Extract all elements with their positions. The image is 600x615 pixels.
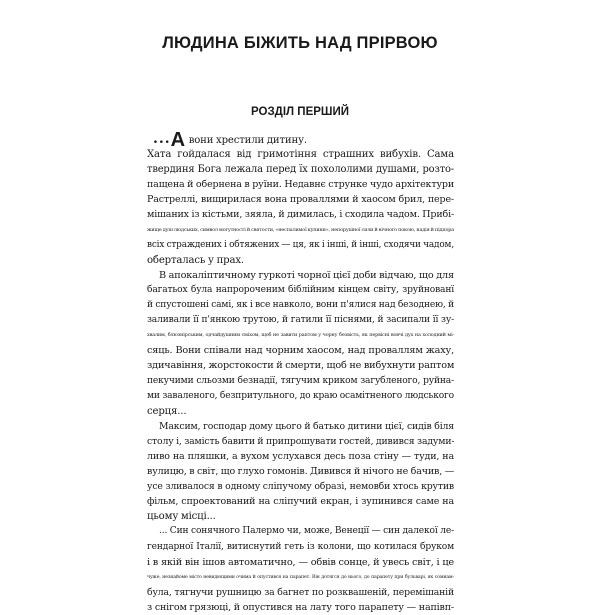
- drop-cap: А: [170, 132, 185, 148]
- text-line: вулицю, в світ, що глухо гомонів. Дивився й нічого не бачив, —: [147, 466, 454, 478]
- text-line: пекучими сльозми безнадії, тягучим криком загубленого, руйна-: [147, 375, 454, 386]
- text-line: столу і, замість бавити й припрошувати гостей, дивився задуми-: [147, 435, 454, 447]
- text-line: В апокаліптичному гуркоті чорної цієї доби відчаю, що для: [159, 269, 454, 281]
- chapter-title: РОЗДІЛ ПЕРШИЙ: [250, 106, 349, 118]
- text-line: твердиня Бога лежала перед їх похололими душами, розто-: [147, 164, 454, 176]
- text-line: ... Син сонячного Палермо чи, може, Венеції — син далекої ле-: [159, 526, 454, 537]
- text-line: гендарної Італії, витиснутий геть із колони, що котилася бруком: [147, 541, 454, 552]
- text-line: усе зливалося в одному сліпучому образі, немовби хтось крутив: [147, 481, 454, 493]
- chapter-text: [147, 132, 454, 615]
- text-line: заливали її п'янкою трутою, й гатили її піснями, й засипали її зу-: [147, 315, 454, 326]
- text-line: хвалим, блюзнірським, одчайдушним сміхом, щоб не завити раптом у чорну безвість, як первісні вовчі дух на холодний мі-: [147, 332, 454, 339]
- text-line: багатьох була напророченим біблійним кінцем світу, зруйнованї: [147, 284, 454, 295]
- text-line: з снігом грязюці, й опустився на лату того парапету — напівп-: [147, 601, 454, 613]
- text-line: Максим, господар дому цього й батько дитини цієї, сидів біля: [159, 420, 454, 432]
- text-line: Хата гойдалася від гримотіння страшних вибухів. Сама: [147, 149, 454, 161]
- text-line: сяць. Вони співали над чорним хаосом, над проваллям жаху,: [147, 345, 454, 357]
- text-line: Растреллі, вищирилася вона проваллями й хаосом брил, пере-: [147, 194, 454, 206]
- lead-ellipsis: ...: [153, 132, 171, 147]
- text-line: здичавіння, жорстокости й смерти, щоб не вибухнути раптом: [147, 360, 454, 372]
- book-title: ЛЮДИНА БІЖИТЬ НАД ПРІРВОЮ: [162, 34, 438, 52]
- text-line: й спустошені самі, як і все навколо, вони п'ялися над безоднею, й: [147, 300, 454, 311]
- text-line: ми заваленого, безпритульного, до краю осамітненого людського: [147, 390, 454, 401]
- text-line: мішаних із кістьми, зяяла, й димилась, і сходила чадом. Прибі-: [147, 209, 454, 221]
- text-line: пащена й обернена в руїни. Недавнє струнке чудо архітектури: [147, 179, 454, 191]
- opening-line: [147, 132, 454, 147]
- text-line: і в якій він ішов автоматично, — обвів сонце, й увесь світ, і це: [147, 556, 454, 568]
- text-line: оберталась у прах.: [147, 254, 244, 266]
- text-line: була, тягнучи рушницю за багнет по розквашеній, перемішаній: [147, 586, 454, 598]
- text-line: всіх страждених і обтяжених — ця, як і інші, й інші, сходячи чадом,: [147, 239, 454, 250]
- text-lines: [147, 147, 454, 615]
- text-line: фільм, спроектований на сліпучий екран, і зупинився саме на: [147, 496, 454, 508]
- text-line: жище душ людських, символ могутності й святости, «неспалимої купини», непорушної сили й вічного покою, надія й підпора: [147, 226, 454, 233]
- text-line: цьому місці...: [147, 511, 216, 523]
- text-line: ливо на пляшки, а вухом услухався десь поза стіну — туди, на: [147, 450, 454, 462]
- text-line: чуже, незнайоме місто невидющими очима й опустився на парапет. Він дотягся до нього, до парапету при бульварі, як сомнам-: [147, 574, 454, 580]
- opening-line-text: вони хрестили дитину.: [188, 135, 307, 146]
- text-line: серця...: [147, 405, 187, 417]
